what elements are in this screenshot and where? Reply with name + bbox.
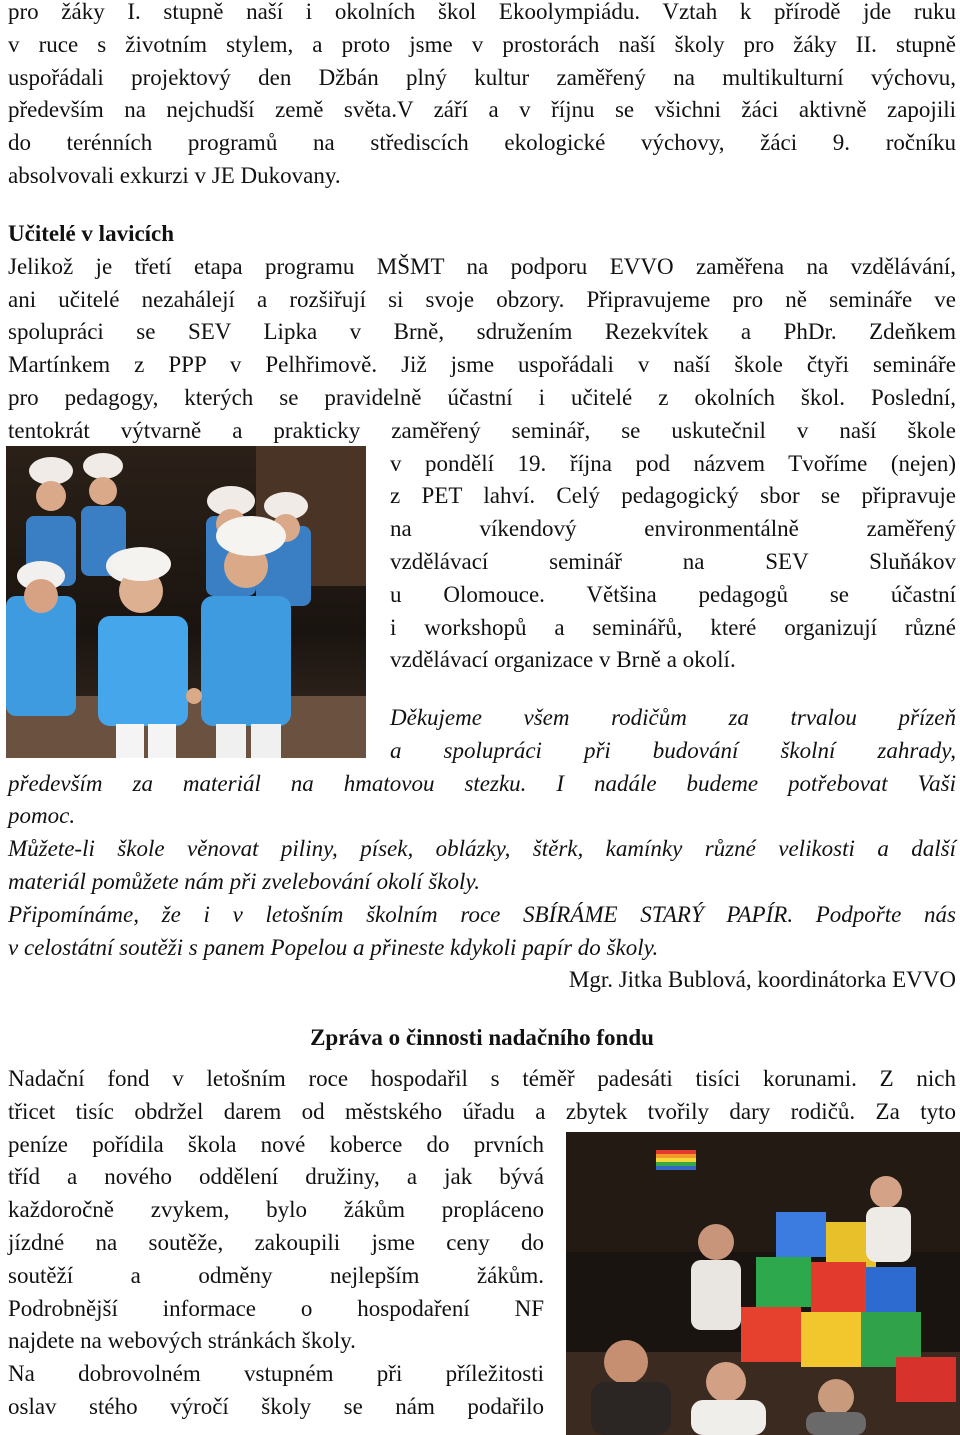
- teachers-line: ani učitelé nezahálejí a rozšiřují si svoje obzory. Připravujeme pro ně semináře ve: [8, 286, 956, 312]
- intro-line: do terénních programů na střediscích ekologické výchovy, žáci 9. ročníku: [8, 130, 956, 156]
- fund-wrap-line: Podrobnější informace o hospodaření NF: [8, 1295, 544, 1321]
- section-heading-teachers: Učitelé v lavicích: [8, 221, 175, 246]
- fund-line: třicet tisíc obdržel darem od městského úřadu a zbytek tvořily dary rodičů. Za tyto: [8, 1098, 956, 1124]
- section-heading-fund: Zpráva o činnosti nadačního fondu: [310, 1025, 654, 1050]
- teachers-line: pro pedagogy, kterých se pravidelně účastní i učitelé z okolních škol. Poslední,: [8, 385, 956, 410]
- fund-wrap-line: tříd a nového oddělení družiny, a jak bývá: [8, 1164, 544, 1190]
- intro-line: absolvovali exkurzi v JE Dukovany.: [8, 163, 341, 188]
- intro-line: pro žáky I. stupně naší i okolních škol Ekoolympiádu. Vztah k přírodě jde ruku: [8, 0, 956, 24]
- thanks-line: především za materiál na hmatovou stezku. I nadále budeme potřebovat Vaši: [8, 770, 956, 796]
- teachers-wrap-line: v pondělí 19. října pod názvem Tvoříme (nejen): [390, 450, 956, 476]
- intro-line: uspořádali projektový den Džbán plný kultur zaměřený na multikulturní výchovu,: [8, 64, 956, 90]
- thanks-line: pomoc.: [8, 803, 76, 829]
- fund-line: Nadační fond v letošním roce hospodařil s téměř padesáti tisíci korunami. Z nich: [8, 1066, 956, 1091]
- thanks-line: Můžete-li škole věnovat piliny, písek, oblázky, štěrk, kamínky různé velikosti a další: [8, 836, 956, 862]
- fund-wrap-line: Na dobrovolném vstupném při příležitosti: [8, 1361, 544, 1387]
- thanks-line: v celostátní soutěži s panem Popelou a přineste kdykoli papír do školy.: [8, 934, 659, 960]
- teachers-line: tentokrát výtvarně a prakticky zaměřený seminář, se uskutečnil v naší škole: [8, 417, 956, 443]
- fund-wrap-line: peníze pořídila škola nové koberce do prvních: [8, 1131, 544, 1157]
- signature: Mgr. Jitka Bublová, koordinátorka EVVO: [568, 967, 956, 993]
- teachers-line: Jelikož je třetí etapa programu MŠMT na podporu EVVO zaměřena na vzdělávání,: [8, 253, 956, 279]
- teachers-line: Martínkem z PPP v Pelhřimově. Již jsme uspořádali v naší škole čtyři semináře: [8, 352, 956, 378]
- fund-wrap-line: oslav stého výročí školy se nám podařilo: [8, 1394, 544, 1419]
- teachers-wrap-line: vzdělávací organizace v Brně a okolí.: [390, 647, 736, 673]
- fund-wrap-line: najdete na webových stránkách školy.: [8, 1328, 356, 1354]
- fund-wrap-line: jízdné na soutěže, zakoupili jsme ceny do: [8, 1230, 544, 1255]
- teachers-wrap-line: z PET lahví. Celý pedagogický sbor se připravuje: [390, 483, 956, 509]
- thanks-wrap-line: Děkujeme všem rodičům za trvalou přízeň: [390, 705, 956, 730]
- teachers-wrap-line: u Olomouce. Většina pedagogů se účastní: [390, 581, 956, 607]
- teachers-wrap-line: na víkendový environmentálně zaměřený: [390, 516, 956, 542]
- intro-line: především na nejchudší země světa.V září a v říjnu se všichni žáci aktivně zapojili: [8, 97, 956, 123]
- teachers-wrap-line: vzdělávací seminář na SEV Sluňákov: [390, 549, 956, 574]
- teachers-wrap-line: i workshopů a seminářů, které organizují různé: [390, 614, 956, 640]
- photo-children-chef-hats: [6, 446, 366, 758]
- fund-wrap-line: každoročně zvykem, bylo žákům propláceno: [8, 1197, 544, 1223]
- thanks-wrap-line: a spolupráci při budování školní zahrady,: [390, 737, 956, 763]
- thanks-line: Připomínáme, že i v letošním školním roce SBÍRÁME STARÝ PAPÍR. Podpořte nás: [8, 901, 956, 927]
- intro-line: v ruce s životním stylem, a proto jsme v prostorách naší školy pro žáky II. stupně: [8, 31, 956, 57]
- photo-children-building-blocks: [566, 1132, 960, 1435]
- fund-wrap-line: soutěží a odměny nejlepším žákům.: [8, 1262, 544, 1288]
- thanks-line: materiál pomůžete nám při zvelebování okolí školy.: [8, 869, 481, 894]
- teachers-line: spolupráci se SEV Lipka v Brně, sdružením Rezekvítek a PhDr. Zdeňkem: [8, 319, 956, 345]
